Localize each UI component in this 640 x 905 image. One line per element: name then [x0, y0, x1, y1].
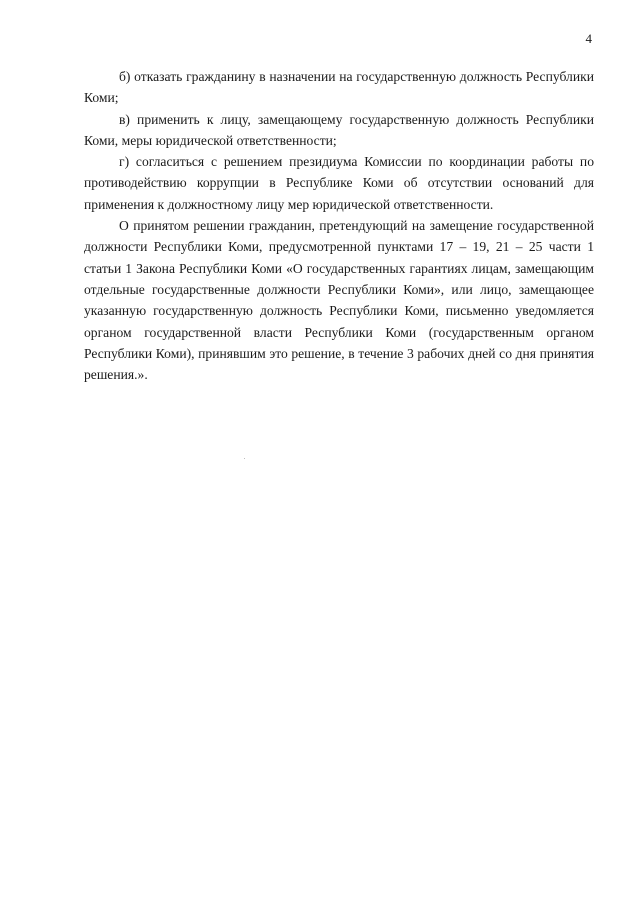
- paragraph-item-v: в) применить к лицу, замещающему государственную должность Республики Коми, меры юридической ответственности;: [84, 111, 594, 148]
- document-body: [84, 66, 594, 385]
- paragraph-decision-notice: О принятом решении гражданин, претендующий на замещение государственной должности Республики Коми, предусмотренной пунктами 17 – 19, 21 – 25 части 1 статьи 1 Закона Республики Коми «О государственных гарантиях лицам, замещающим отдельные государственные должности Республики Коми», или лицо, замещающее указанную государственную должность Республики Коми, письменно уведомляется органом государственной власти Республики Коми (государственным органом Республики Коми), принявшим это решение, в течение 3 рабочих дней со дня принятия решения.».: [84, 218, 594, 383]
- scan-speck: [244, 458, 245, 459]
- page-number: 4: [585, 31, 592, 46]
- paragraph-item-b: б) отказать гражданину в назначении на государственную должность Республики Коми;: [84, 69, 594, 106]
- paragraph-item-g: г) согласиться с решением президиума Комиссии по координации работы по противодействию коррупции в Республике Коми об отсутствии оснований для применения к должностному лицу мер юридической ответственности.: [84, 154, 594, 212]
